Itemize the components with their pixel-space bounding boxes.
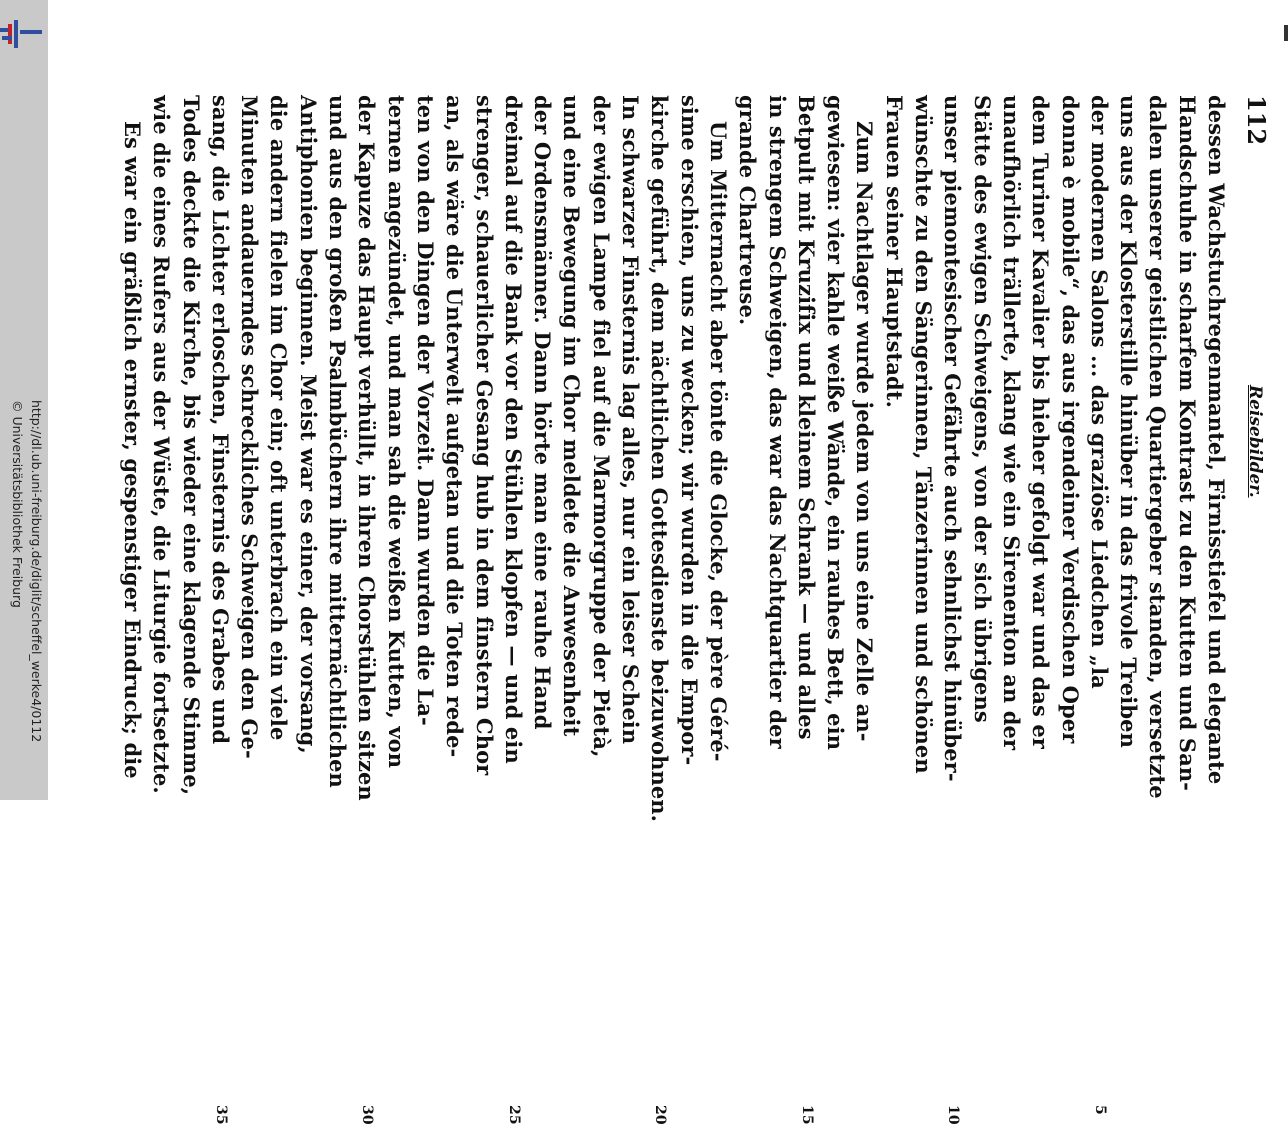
text-line [967, 95, 996, 1135]
line-text: Betpult mit Kruzifix und kleinem Schrank — und alles [793, 95, 819, 740]
line-text: der modernen Salons ... das graziöse Liedchen „la [1086, 95, 1112, 689]
text-line [997, 95, 1026, 1135]
line-text: dalen unserer geistlichen Quartiergeber standen, versetzte [1145, 95, 1171, 799]
line-text: in strengem Schweigen, das war das Nachtquartier der [764, 95, 790, 749]
line-text: der Ordensmänner. Dann hörte man eine rauhe Hand [530, 95, 556, 730]
line-number: 10 [945, 1105, 962, 1125]
text-line [1114, 95, 1143, 1135]
line-text: und eine Bewegung im Chor meldete die Anwesenheit [559, 95, 585, 737]
line-text: die andern fielen im Chor ein; oft unterbrach ein viele [266, 95, 292, 741]
line-text: strenger, schauerlicher Gesang hub in dem finstern Chor [471, 95, 497, 776]
text-line [557, 95, 586, 1135]
text-line [528, 95, 557, 1135]
line-number: 5 [1091, 1105, 1108, 1115]
text-line [674, 95, 703, 1135]
text-line [1143, 95, 1172, 1135]
line-text: Handschuhe in scharfem Kontrast zu den Kutten und San- [1174, 95, 1200, 792]
line-text: der ewigen Lampe fiel auf die Marmorgruppe der Pietà, [588, 95, 614, 758]
line-text: unaufhörlich trällerte, klang wie ein Sirenenton an der [998, 95, 1024, 751]
line-text: uns aus der Klosterstille hinüber in das frivole Treiben [1116, 95, 1142, 748]
text-line [381, 95, 410, 1135]
line-text: dem Turiner Kavalier bis hieher gefolgt war und das er [1028, 95, 1054, 749]
text-line [762, 95, 791, 1135]
text-line [1026, 95, 1055, 1135]
page-header [1233, 95, 1273, 695]
text-line [176, 95, 205, 1135]
page-body [118, 95, 1231, 1135]
line-text: Um Mitternacht aber tönte die Glocke, der père Géré- [705, 121, 731, 762]
text-line [1202, 95, 1231, 1135]
line-text: unser piemontesischer Gefährte auch sehnlichst hinüber- [940, 95, 966, 782]
scanned-page [120, 95, 1273, 1125]
page-viewport [48, 0, 1278, 1125]
line-text: donna è mobile“, das aus irgendeiner Verdischen Oper [1057, 95, 1083, 744]
line-text: ternen angezündet, und man sah die weißen Kutten, von [383, 95, 409, 769]
text-line [411, 95, 440, 1135]
line-text: sime erschien, uns zu wecken; wir wurden in die Empor- [676, 95, 702, 766]
line-text: und aus den großen Psalmbüchern ihre mitternächtlichen [325, 95, 351, 788]
line-text: an, als wäre die Unterwelt aufgetan und die Toten rede- [442, 95, 468, 758]
line-text: Frauen seiner Hauptstadt. [881, 95, 907, 409]
text-line [352, 95, 381, 1135]
text-line [616, 95, 645, 1135]
text-line [323, 95, 352, 1135]
right-edge [1278, 0, 1288, 800]
line-text: grande Chartreuse. [735, 95, 761, 326]
line-number: 25 [505, 1105, 522, 1125]
text-line [1172, 95, 1201, 1135]
text-line [792, 95, 821, 1135]
ub-freiburg-logo-icon[interactable] [0, 14, 44, 54]
text-line [206, 95, 235, 1135]
text-line [909, 95, 938, 1135]
line-number: 20 [652, 1105, 669, 1125]
text-line [264, 95, 293, 1135]
line-text: In schwarzer Finsternis lag alles, nur ein leiser Schein [618, 95, 644, 745]
text-line [733, 95, 762, 1135]
caption-url[interactable]: http://dl.ub.uni-freiburg.de/diglit/scheffel_werke4/0112 [29, 400, 44, 743]
text-line [586, 95, 615, 1135]
text-line [938, 95, 967, 1135]
line-number: 35 [212, 1105, 229, 1125]
line-number: 15 [798, 1105, 815, 1125]
line-text: wünschte zu den Sängerinnen, Tänzerinnen und schönen [911, 95, 937, 774]
line-text: Todes deckte die Kirche, bis wieder eine klagende Stimme, [178, 95, 204, 796]
line-text: dreimal auf die Bank vor den Stühlen klopfen — und ein [500, 95, 526, 764]
line-text: ten von den Dingen der Vorzeit. Dann wurden die La- [412, 95, 438, 726]
text-line [704, 95, 733, 1135]
line-number: 30 [359, 1105, 376, 1125]
line-text: wie die eines Rufers aus der Wüste, die Liturgie fortsetzte. [149, 95, 175, 794]
line-text: Minuten andauerndes schreckliches Schweigen den Ge- [237, 95, 263, 759]
text-line [645, 95, 674, 1135]
text-line [469, 95, 498, 1135]
text-line [821, 95, 850, 1135]
page-number: 112 [1242, 95, 1271, 146]
viewer-caption [8, 400, 46, 800]
line-text: sang, die Lichter erloschen, Finsternis des Grabes und [207, 95, 233, 745]
text-line [879, 95, 908, 1135]
line-text: dessen Wachstuchregenmantel, Firnisstiefel und elegante [1204, 95, 1229, 785]
running-head: Reisebilder. [1245, 385, 1265, 498]
text-line [440, 95, 469, 1135]
line-text: Zum Nachtlager wurde jedem von uns eine Zelle an- [852, 121, 878, 742]
line-text: kirche geführt, dem nächtlichen Gottesdienste beizuwohnen. [647, 95, 673, 823]
line-text: der Kapuze das Haupt verhüllt, in ihren Chorstühlen sitzen [354, 95, 380, 801]
viewer-sidebar [0, 0, 48, 800]
line-text: gewiesen: vier kahle weiße Wände, ein rauhes Bett, ein [823, 95, 849, 751]
edge-mark [1284, 25, 1288, 41]
text-line [118, 95, 147, 1135]
text-line [235, 95, 264, 1135]
text-line [850, 95, 879, 1135]
text-line [499, 95, 528, 1135]
line-text: Stätte des ewigen Schweigens, von der sich übrigens [969, 95, 995, 723]
text-line [1055, 95, 1084, 1135]
text-line [147, 95, 176, 1135]
text-line [294, 95, 323, 1135]
line-text: Es war ein gräßlich ernster, gespenstiger Eindruck; die [120, 121, 146, 779]
caption-copyright: © Universitätsbibliothek Freiburg [10, 400, 25, 608]
line-text: Antiphonien beginnen. Meist war es einer, der vorsang, [295, 95, 321, 754]
text-line [1085, 95, 1114, 1135]
